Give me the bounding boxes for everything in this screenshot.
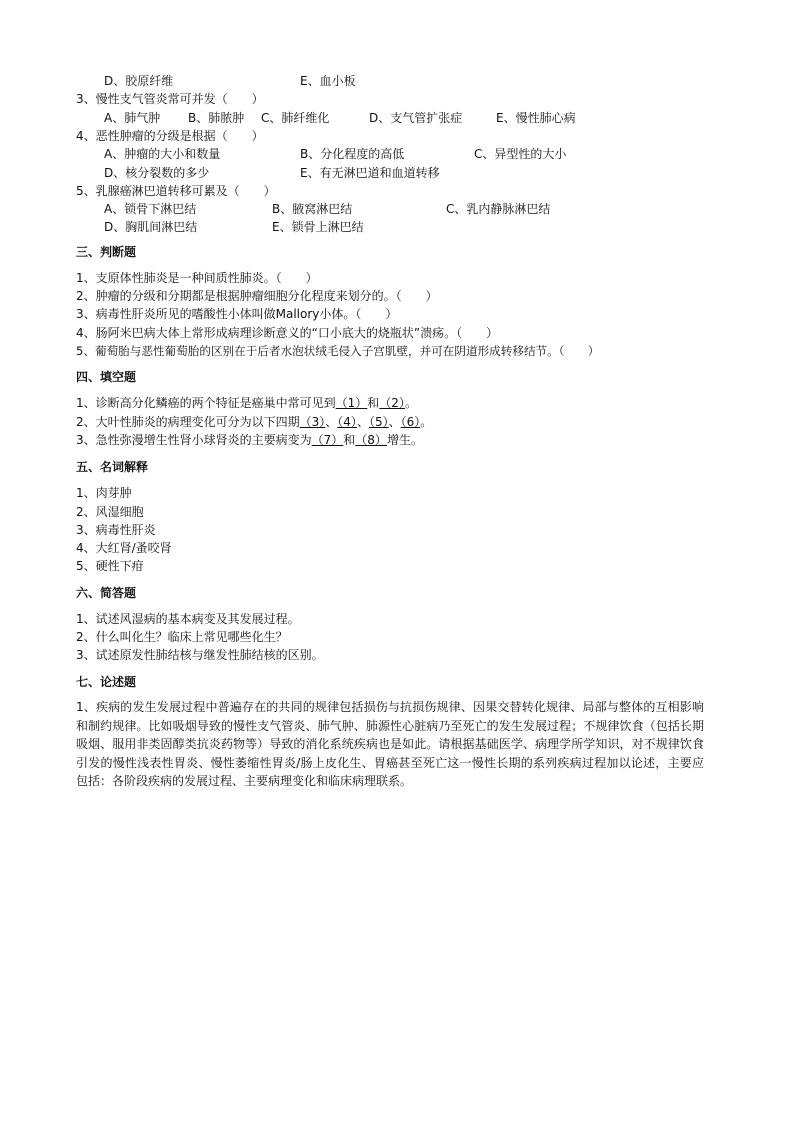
fill-text: 和 <box>343 433 356 447</box>
option-a: A、肺气肿 <box>104 111 161 125</box>
fill-blank: （5） <box>368 415 389 429</box>
fill-blank: （8） <box>355 433 387 447</box>
section-heading-short: 六、简答题 <box>76 586 137 600</box>
fill-text: 。 <box>420 415 433 429</box>
option-b: B、腋窝淋巴结 <box>272 202 353 216</box>
choice-q2-options <box>104 73 404 89</box>
term-item: 2、风湿细胞 <box>76 505 144 519</box>
fill-blank: （4） <box>337 415 357 429</box>
option-d: D、胶原纤维 <box>104 74 174 88</box>
judge-item: 1、支原体性肺炎是一种间质性肺炎。（ ） <box>76 271 318 285</box>
fill-text: 和 <box>367 396 380 410</box>
fill-blank: （7） <box>311 433 344 447</box>
option-a: A、锁骨下淋巴结 <box>104 202 197 216</box>
fill-text: 增生。 <box>386 433 423 447</box>
short-item: 3、试述原发性肺结核与继发性肺结核的区别。 <box>76 648 324 662</box>
choice-q4-stem: 4、恶性肿瘤的分级是根据（ ） <box>76 129 264 143</box>
fill-text: 、 <box>388 415 401 429</box>
fill-text: 3、急性弥漫增生性肾小球肾炎的主要病变为 <box>76 433 312 447</box>
choice-q4-options-row2 <box>104 165 604 181</box>
option-c: C、肺纤维化 <box>261 111 330 125</box>
option-d: D、胸肌间淋巴结 <box>104 220 198 234</box>
judge-item: 5、葡萄胎与恶性葡萄胎的区别在于后者水泡状绒毛侵入子宫肌壁，并可在阴道形成转移结节。（ ） <box>76 344 600 358</box>
section-heading-judge: 三、判断题 <box>76 245 137 259</box>
section-heading-fill: 四、填空题 <box>76 370 137 384</box>
short-item: 2、什么叫化生？临床上常见哪些化生？ <box>76 630 288 644</box>
fill-blank: （3） <box>299 415 326 429</box>
section-heading-terms: 五、名词解释 <box>76 460 149 474</box>
option-a: A、肿瘤的大小和数量 <box>104 147 221 161</box>
choice-q5-options-row2 <box>104 219 604 235</box>
judge-item: 4、肠阿米巴病大体上常形成病理诊断意义的“口小底大的烧瓶状”溃疡。（ ） <box>76 326 499 340</box>
essay-question: 1、疾病的发生发展过程中普遍存在的共同的规律包括损伤与抗损伤规律、因果交替转化规律、局部与整体的互相影响和制约规律。比如吸烟导致的慢性支气管炎、肺气肿、肺源性心脏病乃至死亡的发生发展过程；不规律饮食（包括长期吸烟、服用非类固醇类抗炎药物等）导致的消化系统疾病也是如此。请根据基础医学、病理学所学知识，对不规律饮食引发的慢性浅表性胃炎、慢性萎缩性胃炎/肠上皮化生、胃癌甚至死亡这一慢性长期的系列疾病过程加以论述，主要应包括：各阶段疾病的发展过程、主要病理变化和临床病理联系。 <box>76 700 704 788</box>
fill-text: 1、诊断高分化鳞癌的两个特征是癌巢中常可见到 <box>76 396 336 410</box>
term-item: 3、病毒性肝炎 <box>76 523 156 537</box>
option-c: C、异型性的大小 <box>474 147 567 161</box>
option-d: D、支气管扩张症 <box>369 111 463 125</box>
option-b: B、肺脓肿 <box>188 111 245 125</box>
option-e: E、有无淋巴道和血道转移 <box>300 166 440 180</box>
option-b: B、分化程度的高低 <box>300 147 405 161</box>
term-item: 4、大红肾/蚤咬肾 <box>76 541 172 555</box>
fill-text: 2、大叶性肺炎的病理变化可分为以下四期 <box>76 415 300 429</box>
fill-blank: （1） <box>335 396 368 410</box>
fill-text: 。 <box>404 396 417 410</box>
fill-blank: （2） <box>379 396 405 410</box>
fill-text: 、 <box>325 415 338 429</box>
option-e: E、血小板 <box>300 74 356 88</box>
choice-q3-stem: 3、慢性支气管炎常可并发（ ） <box>76 92 264 106</box>
fill-item <box>76 395 417 411</box>
choice-q4-options-row1 <box>104 146 604 162</box>
fill-item <box>76 414 432 430</box>
choice-q5-options-row1 <box>104 201 604 217</box>
judge-item: 3、病毒性肝炎所见的嗜酸性小体叫做Mallory小体。（ ） <box>76 307 398 321</box>
option-e: E、慢性肺心病 <box>496 111 576 125</box>
short-item: 1、试述风湿病的基本病变及其发展过程。 <box>76 612 300 626</box>
term-item: 5、硬性下疳 <box>76 559 144 573</box>
option-d: D、核分裂数的多少 <box>104 166 210 180</box>
fill-text: 、 <box>356 415 369 429</box>
choice-q5-stem: 5、乳腺癌淋巴道转移可累及（ ） <box>76 184 276 198</box>
section-heading-essay: 七、论述题 <box>76 675 137 689</box>
option-c: C、乳内静脉淋巴结 <box>446 202 551 216</box>
term-item: 1、肉芽肿 <box>76 486 132 500</box>
option-e: E、锁骨上淋巴结 <box>272 220 364 234</box>
judge-item: 2、肿瘤的分级和分期都是根据肿瘤细胞分化程度来划分的。（ ） <box>76 289 438 303</box>
choice-q3-options <box>104 110 604 126</box>
fill-item <box>76 432 423 448</box>
fill-blank: （6） <box>400 415 421 429</box>
